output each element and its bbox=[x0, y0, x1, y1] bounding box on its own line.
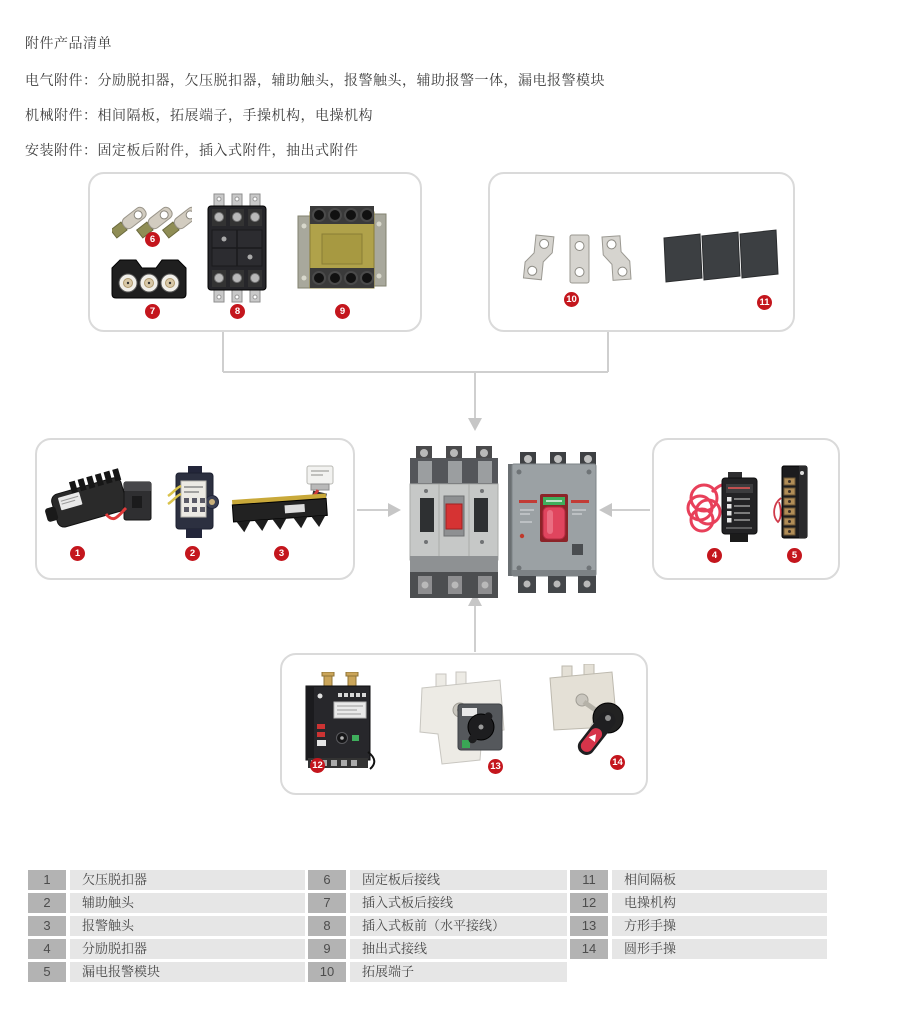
legend-row-label: 圆形手操 bbox=[612, 939, 827, 959]
auxiliary-contact-image bbox=[166, 464, 224, 549]
legend-row-label: 报警触头 bbox=[70, 916, 305, 936]
legend-row-number: 1 bbox=[28, 870, 66, 890]
legend-column-3 bbox=[570, 870, 827, 962]
item-badge-6: 6 bbox=[145, 232, 160, 247]
legend-column-1 bbox=[28, 870, 305, 985]
legend-row bbox=[570, 870, 827, 890]
legend-row-number: 5 bbox=[28, 962, 66, 982]
legend-row bbox=[570, 893, 827, 913]
legend-row bbox=[308, 916, 567, 936]
item-badge-7: 7 bbox=[145, 304, 160, 319]
legend-row-label: 电操机构 bbox=[612, 893, 827, 913]
item-badge-13: 13 bbox=[488, 759, 503, 774]
legend-row-number: 2 bbox=[28, 893, 66, 913]
legend-row-label: 拓展端子 bbox=[350, 962, 567, 982]
extension-terminal-image bbox=[522, 225, 634, 300]
item-badge-9: 9 bbox=[335, 304, 350, 319]
legend-row bbox=[308, 962, 567, 982]
item-badge-1: 1 bbox=[70, 546, 85, 561]
undervoltage-release-image bbox=[42, 462, 160, 555]
shunt-release-image bbox=[686, 458, 766, 555]
alarm-contact-image bbox=[228, 462, 338, 549]
legend-row-label: 插入式板前（水平接线） bbox=[350, 916, 567, 936]
breaker-closed-image bbox=[506, 452, 602, 599]
legend-row-number: 4 bbox=[28, 939, 66, 959]
legend-row-number: 12 bbox=[570, 893, 608, 913]
legend-row bbox=[28, 962, 305, 982]
rear-wiring-block-image bbox=[106, 254, 191, 307]
legend-row bbox=[28, 939, 305, 959]
legend-row bbox=[28, 870, 305, 890]
item-badge-4: 4 bbox=[707, 548, 722, 563]
round-handle-image bbox=[532, 664, 642, 779]
page-title: 附件产品清单 bbox=[25, 35, 112, 51]
breaker-open-image bbox=[408, 446, 500, 603]
item-badge-14: 14 bbox=[610, 755, 625, 770]
arrow-right-icon bbox=[388, 503, 401, 517]
mounting-accessories-line: 安装附件：固定板后附件，插入式附件，抽出式附件 bbox=[25, 142, 359, 158]
legend-row-number: 3 bbox=[28, 916, 66, 936]
legend-row bbox=[308, 939, 567, 959]
legend-row-label: 固定板后接线 bbox=[350, 870, 567, 890]
item-badge-10: 10 bbox=[564, 292, 579, 307]
legend-row-label: 抽出式接线 bbox=[350, 939, 567, 959]
legend-row-label: 插入式板后接线 bbox=[350, 893, 567, 913]
arrow-down-icon bbox=[468, 418, 482, 431]
legend-row bbox=[28, 893, 305, 913]
legend-row-number: 8 bbox=[308, 916, 346, 936]
leakage-alarm-module-image bbox=[768, 458, 816, 555]
legend-row bbox=[308, 893, 567, 913]
item-badge-11: 11 bbox=[757, 295, 772, 310]
legend-row-label: 方形手操 bbox=[612, 916, 827, 936]
item-badge-12: 12 bbox=[310, 758, 325, 773]
item-badge-3: 3 bbox=[274, 546, 289, 561]
legend-column-2 bbox=[308, 870, 567, 985]
legend-row-number: 9 bbox=[308, 939, 346, 959]
item-badge-5: 5 bbox=[787, 548, 802, 563]
drawout-mechanism-image bbox=[296, 198, 388, 303]
item-badge-8: 8 bbox=[230, 304, 245, 319]
legend-row-label: 辅助触头 bbox=[70, 893, 305, 913]
legend-row bbox=[570, 939, 827, 959]
legend-row bbox=[570, 916, 827, 936]
legend-row-number: 13 bbox=[570, 916, 608, 936]
legend-row bbox=[28, 916, 305, 936]
legend-row-number: 14 bbox=[570, 939, 608, 959]
plug-in-base-image bbox=[206, 192, 270, 309]
legend-row-label: 分励脱扣器 bbox=[70, 939, 305, 959]
electrical-accessories-line: 电气附件：分励脱扣器，欠压脱扣器，辅助触头，报警触头，辅助报警一体，漏电报警模块 bbox=[25, 72, 605, 88]
legend-row bbox=[308, 870, 567, 890]
legend-row-number: 7 bbox=[308, 893, 346, 913]
legend-row-label: 欠压脱扣器 bbox=[70, 870, 305, 890]
legend-row-label: 漏电报警模块 bbox=[70, 962, 305, 982]
legend-row-number: 6 bbox=[308, 870, 346, 890]
mechanical-accessories-line: 机械附件：相间隔板，拓展端子，手操机构，电操机构 bbox=[25, 107, 373, 123]
legend-row-label: 相间隔板 bbox=[612, 870, 827, 890]
item-badge-2: 2 bbox=[185, 546, 200, 561]
legend-row-number: 10 bbox=[308, 962, 346, 982]
legend-row-number: 11 bbox=[570, 870, 608, 890]
phase-barrier-image bbox=[658, 228, 784, 295]
